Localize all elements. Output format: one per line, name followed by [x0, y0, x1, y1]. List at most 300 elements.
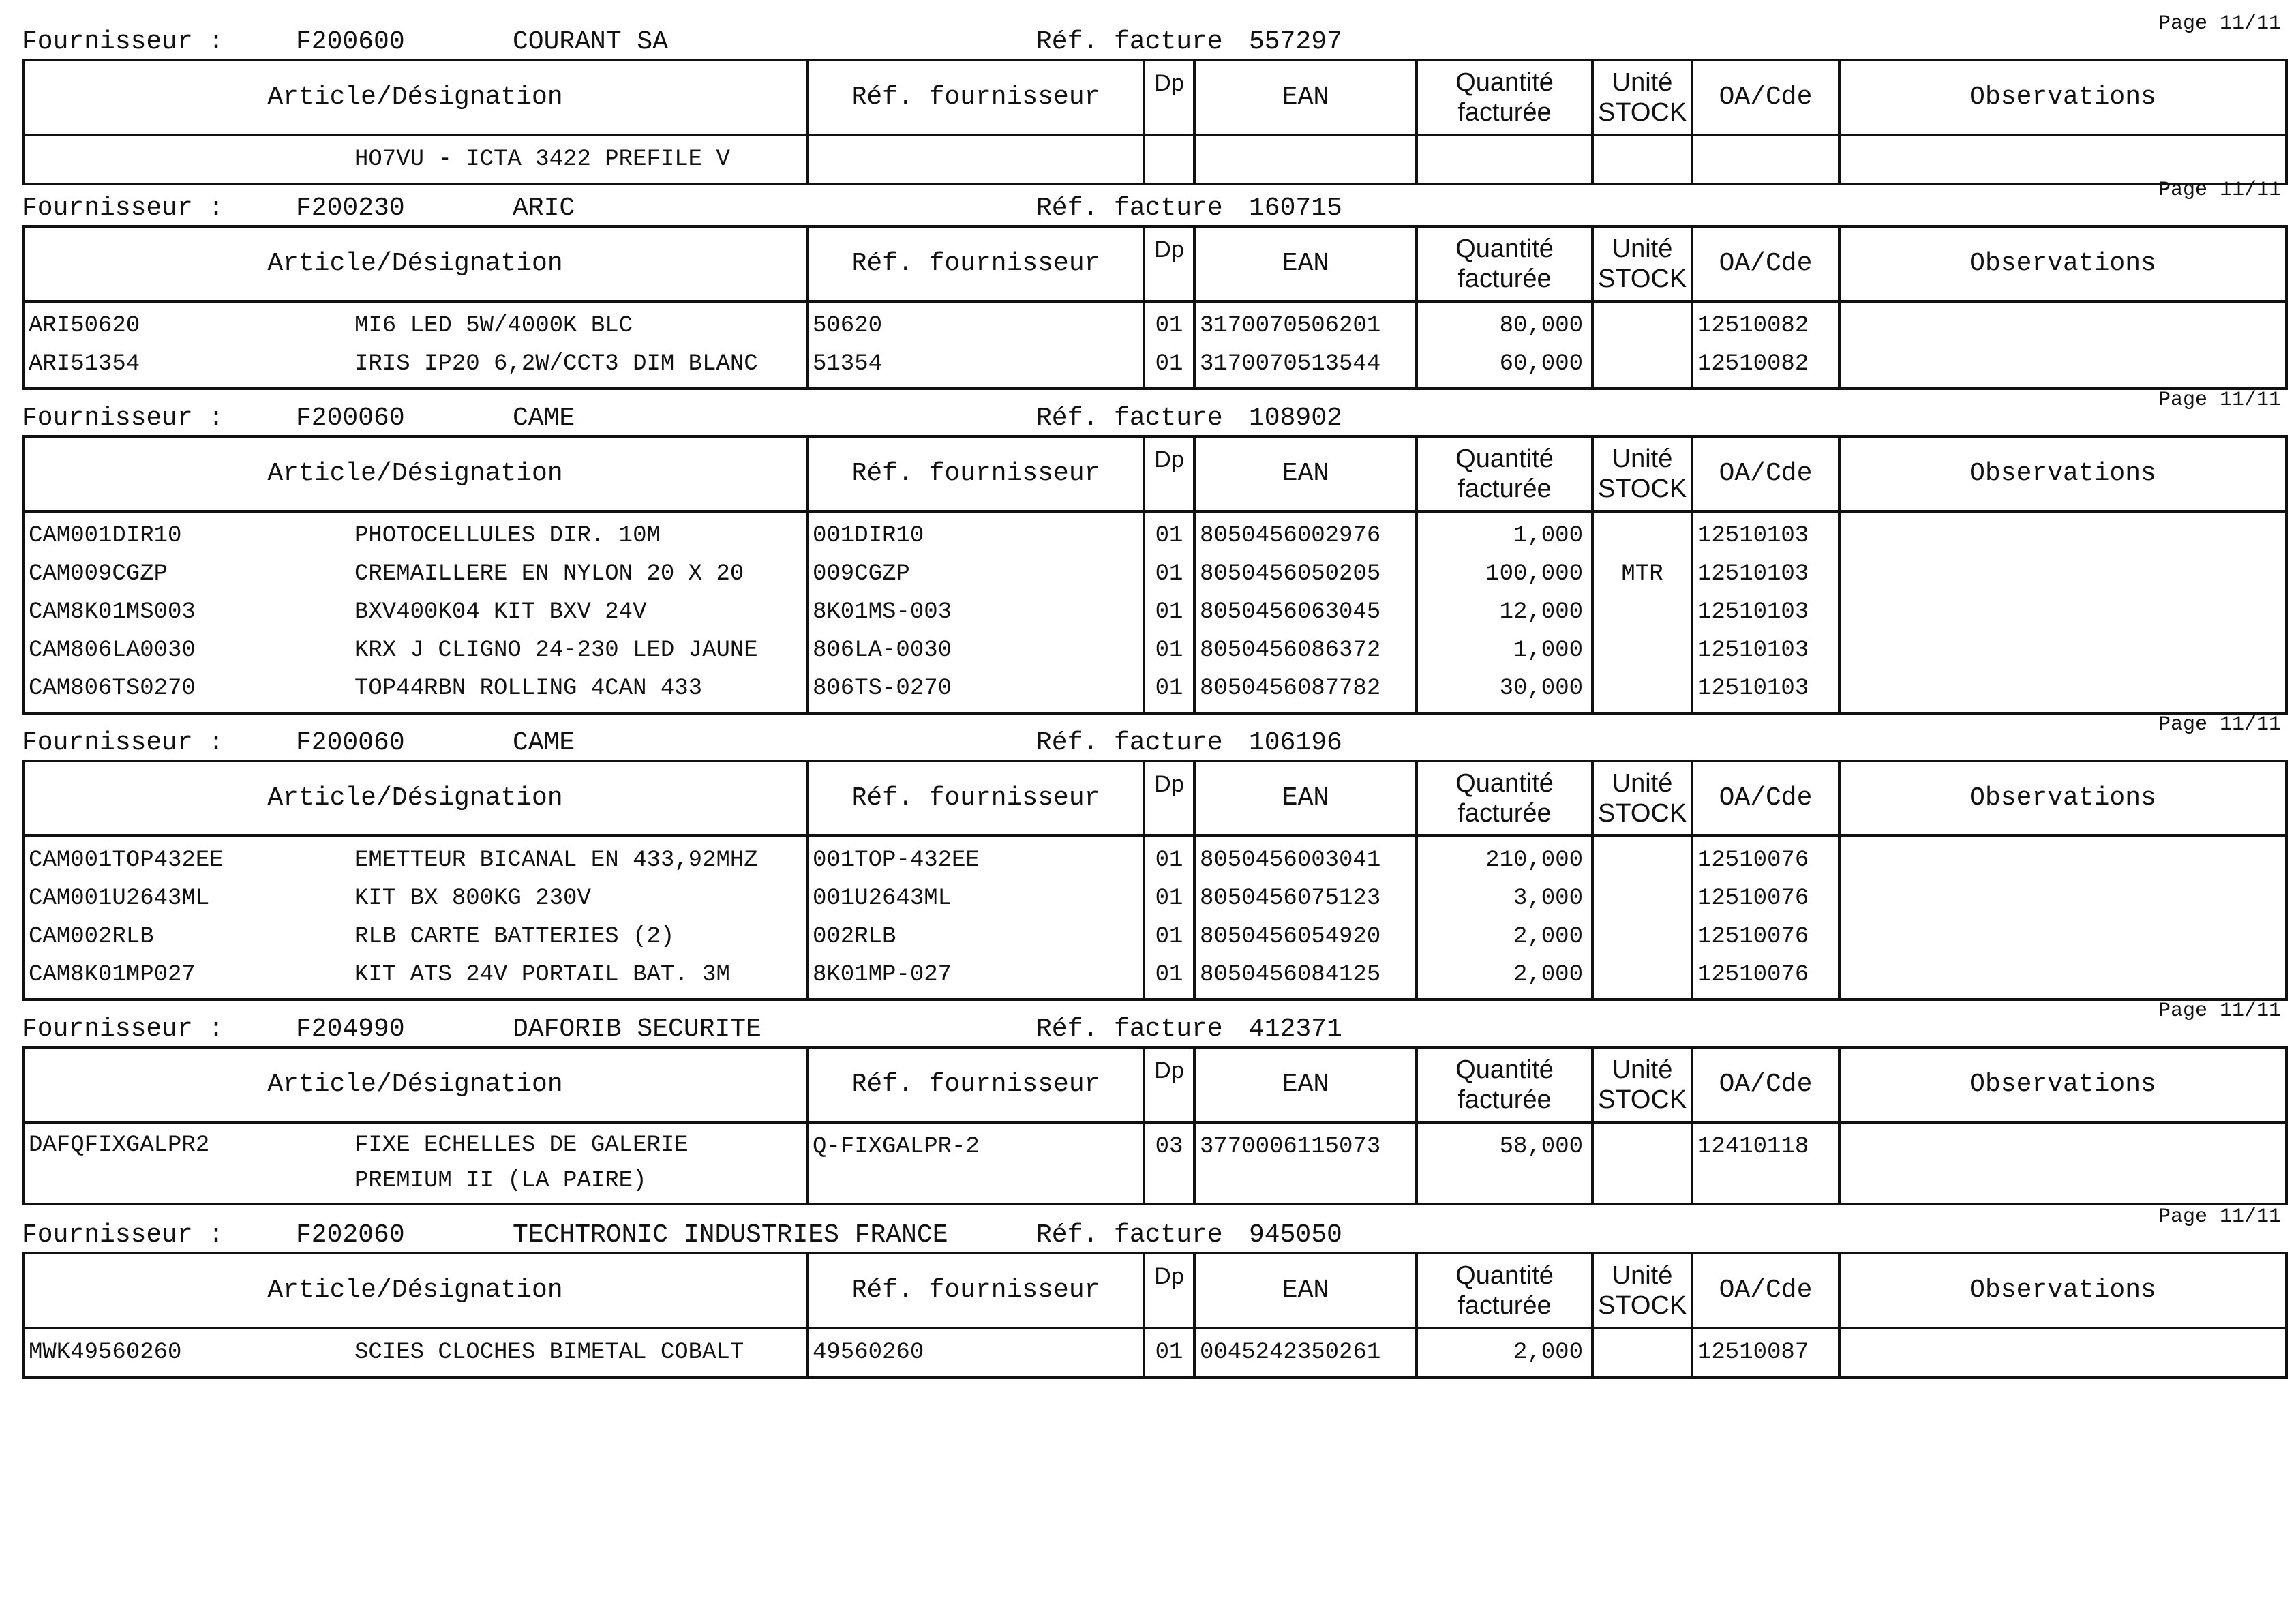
col-ean — [1194, 1253, 1417, 1328]
col-dp — [1144, 226, 1194, 301]
article-designation: IRIS IP20 6,2W/CCT3 DIM BLANC — [354, 351, 758, 377]
cell-ean: 8050456002976 — [1194, 511, 1417, 555]
invoice-ref-label: Réf. facture — [1036, 1014, 1223, 1044]
cell-ref-fournisseur: 49560260 — [807, 1328, 1144, 1377]
col-ean — [1194, 1047, 1417, 1122]
table-row — [23, 879, 2286, 918]
cell-observations — [1839, 593, 2286, 631]
col-article-designation-text: Article/Désignation — [267, 1276, 563, 1305]
supplier-code: F200230 — [296, 194, 405, 223]
header-row — [23, 226, 2286, 301]
supplier-code: F200060 — [296, 404, 405, 433]
col-dp-text: Dp — [1154, 237, 1184, 262]
article-code: CAM009CGZP — [29, 561, 168, 587]
cell-unite — [1592, 956, 1692, 999]
table-row — [23, 345, 2286, 389]
col-oa-cde-text: OA/Cde — [1719, 249, 1813, 278]
cell-ean: 3170070506201 — [1194, 301, 1417, 345]
cell-article-designation — [23, 555, 807, 593]
col-unite-stock-text: Unité — [1612, 1055, 1673, 1084]
col-oa-cde — [1692, 436, 1839, 511]
cell-article-designation — [23, 301, 807, 345]
cell-oa-cde: 12510103 — [1692, 593, 1839, 631]
col-quantite-facturee-text: facturée — [1457, 265, 1552, 293]
col-ref-fournisseur — [807, 436, 1144, 511]
article-designation: KRX J CLIGNO 24-230 LED JAUNE — [354, 637, 758, 663]
col-ref-fournisseur-text: Réf. fournisseur — [851, 249, 1100, 278]
cell-ref-fournisseur: 8K01MS-003 — [807, 593, 1144, 631]
table-row — [23, 918, 2286, 956]
cell-observations — [1839, 301, 2286, 345]
cell-oa-cde: 12510103 — [1692, 555, 1839, 593]
fournisseur-label: Fournisseur : — [22, 27, 224, 57]
col-oa-cde-text: OA/Cde — [1719, 1070, 1813, 1099]
table-row — [23, 1122, 2286, 1204]
invoice-ref-number: 108902 — [1249, 404, 1342, 433]
supplier-section — [22, 713, 2285, 1001]
article-designation: TOP44RBN ROLLING 4CAN 433 — [354, 676, 703, 702]
col-ref-fournisseur-text: Réf. fournisseur — [851, 783, 1100, 813]
invoice-ref-label: Réf. facture — [1036, 728, 1223, 757]
col-ref-fournisseur — [807, 226, 1144, 301]
col-unite-stock — [1592, 436, 1692, 511]
cell-article-designation — [23, 1122, 807, 1204]
supplier-header — [22, 389, 2285, 435]
col-article-designation-text: Article/Désignation — [267, 82, 563, 112]
invoice-lines-table — [22, 760, 2288, 1001]
col-quantite-facturee-text: facturée — [1457, 1291, 1552, 1320]
cell-ean — [1194, 135, 1417, 184]
supplier-name: TECHTRONIC INDUSTRIES FRANCE — [513, 1220, 948, 1250]
cell-ref-fournisseur: 001U2643ML — [807, 879, 1144, 918]
invoice-ref-label: Réf. facture — [1036, 194, 1223, 223]
col-article-designation-text: Article/Désignation — [267, 459, 563, 488]
col-dp — [1144, 761, 1194, 836]
cell-article-designation — [23, 879, 807, 918]
col-dp-text: Dp — [1154, 1057, 1184, 1083]
col-quantite-facturee-text: Quantité — [1455, 769, 1554, 798]
col-article-designation — [23, 226, 807, 301]
supplier-section — [22, 12, 2285, 185]
article-designation: SCIES CLOCHES BIMETAL COBALT — [354, 1340, 744, 1366]
cell-quantite: 12,000 — [1417, 593, 1592, 631]
cell-quantite: 2,000 — [1417, 918, 1592, 956]
table-row — [23, 135, 2286, 184]
table-row — [23, 511, 2286, 555]
col-observations-text: Observations — [1969, 783, 2156, 813]
table-row — [23, 593, 2286, 631]
cell-dp: 01 — [1144, 879, 1194, 918]
page-number: Page 11/11 — [2158, 12, 2281, 35]
col-ref-fournisseur — [807, 60, 1144, 135]
col-quantite-facturee-text: facturée — [1457, 475, 1552, 503]
cell-ean: 8050456075123 — [1194, 879, 1417, 918]
col-ean — [1194, 226, 1417, 301]
article-code: CAM8K01MP027 — [29, 962, 196, 988]
col-unite-stock — [1592, 761, 1692, 836]
col-dp — [1144, 60, 1194, 135]
article-code: CAM002RLB — [29, 924, 154, 950]
cell-unite — [1592, 1122, 1692, 1204]
cell-article-designation — [23, 918, 807, 956]
cell-ref-fournisseur: 8K01MP-027 — [807, 956, 1144, 999]
article-code: CAM001TOP432EE — [29, 847, 224, 873]
col-ean-text: EAN — [1282, 249, 1329, 278]
cell-dp: 01 — [1144, 593, 1194, 631]
article-code: ARI50620 — [29, 313, 140, 339]
supplier-section — [22, 179, 2285, 390]
cell-quantite: 1,000 — [1417, 511, 1592, 555]
header-row — [23, 1253, 2286, 1328]
col-quantite-facturee — [1417, 436, 1592, 511]
cell-dp: 01 — [1144, 670, 1194, 713]
col-observations — [1839, 436, 2286, 511]
col-unite-stock-text: STOCK — [1598, 475, 1687, 503]
invoice-ref-number: 412371 — [1249, 1014, 1342, 1044]
supplier-code: F200060 — [296, 728, 405, 757]
cell-oa-cde: 12510103 — [1692, 631, 1839, 670]
page-number: Page 11/11 — [2158, 389, 2281, 412]
supplier-name: CAME — [513, 728, 575, 757]
article-designation: EMETTEUR BICANAL EN 433,92MHZ — [354, 847, 758, 873]
col-unite-stock-text: Unité — [1612, 445, 1673, 473]
col-observations-text: Observations — [1969, 82, 2156, 112]
col-ref-fournisseur-text: Réf. fournisseur — [851, 1276, 1100, 1305]
col-quantite-facturee — [1417, 226, 1592, 301]
cell-oa-cde: 12510087 — [1692, 1328, 1839, 1377]
cell-observations — [1839, 345, 2286, 389]
supplier-header — [22, 179, 2285, 225]
cell-quantite: 100,000 — [1417, 555, 1592, 593]
col-quantite-facturee-text: Quantité — [1455, 1055, 1554, 1084]
cell-ref-fournisseur: 806TS-0270 — [807, 670, 1144, 713]
header-row — [23, 761, 2286, 836]
cell-article-designation — [23, 1328, 807, 1377]
supplier-header — [22, 713, 2285, 760]
col-article-designation — [23, 1047, 807, 1122]
page-number: Page 11/11 — [2158, 179, 2281, 202]
col-ean — [1194, 436, 1417, 511]
fournisseur-label: Fournisseur : — [22, 194, 224, 223]
invoice-ref-number: 945050 — [1249, 1220, 1342, 1250]
cell-ean: 0045242350261 — [1194, 1328, 1417, 1377]
fournisseur-label: Fournisseur : — [22, 1220, 224, 1250]
cell-unite — [1592, 1328, 1692, 1377]
supplier-section — [22, 389, 2285, 715]
table-row — [23, 301, 2286, 345]
col-unite-stock-text: Unité — [1612, 1261, 1673, 1290]
col-quantite-facturee — [1417, 761, 1592, 836]
cell-quantite: 60,000 — [1417, 345, 1592, 389]
col-ean-text: EAN — [1282, 459, 1329, 488]
article-code: DAFQFIXGALPR2 — [29, 1132, 210, 1158]
article-code: CAM806LA0030 — [29, 637, 196, 663]
cell-dp: 01 — [1144, 918, 1194, 956]
cell-dp: 01 — [1144, 301, 1194, 345]
table-row — [23, 631, 2286, 670]
supplier-name: ARIC — [513, 194, 575, 223]
col-dp-text: Dp — [1154, 771, 1184, 797]
article-designation: BXV400K04 KIT BXV 24V — [354, 599, 647, 625]
col-oa-cde — [1692, 60, 1839, 135]
invoice-ref-label: Réf. facture — [1036, 27, 1223, 57]
cell-article-designation — [23, 836, 807, 879]
cell-ean: 8050456054920 — [1194, 918, 1417, 956]
col-quantite-facturee-text: Quantité — [1455, 235, 1554, 263]
col-unite-stock-text: STOCK — [1598, 1085, 1687, 1114]
cell-unite: MTR — [1592, 555, 1692, 593]
supplier-header — [22, 999, 2285, 1046]
supplier-section — [22, 1205, 2285, 1379]
cell-dp: 01 — [1144, 956, 1194, 999]
col-article-designation-text: Article/Désignation — [267, 783, 563, 813]
article-designation: KIT ATS 24V PORTAIL BAT. 3M — [354, 962, 730, 988]
col-observations — [1839, 60, 2286, 135]
cell-ref-fournisseur: Q-FIXGALPR-2 — [807, 1122, 1144, 1204]
col-oa-cde — [1692, 226, 1839, 301]
col-unite-stock — [1592, 1047, 1692, 1122]
cell-ean: 3170070513544 — [1194, 345, 1417, 389]
col-ref-fournisseur — [807, 761, 1144, 836]
col-unite-stock-text: STOCK — [1598, 98, 1687, 127]
col-ean-text: EAN — [1282, 783, 1329, 813]
cell-unite — [1592, 836, 1692, 879]
article-designation: RLB CARTE BATTERIES (2) — [354, 924, 675, 950]
cell-observations — [1839, 511, 2286, 555]
cell-dp: 01 — [1144, 511, 1194, 555]
cell-ean: 8050456050205 — [1194, 555, 1417, 593]
cell-oa-cde: 12510103 — [1692, 670, 1839, 713]
col-ref-fournisseur-text: Réf. fournisseur — [851, 82, 1100, 112]
cell-ref-fournisseur: 001TOP-432EE — [807, 836, 1144, 879]
invoice-ref-label: Réf. facture — [1036, 1220, 1223, 1250]
col-ref-fournisseur-text: Réf. fournisseur — [851, 1070, 1100, 1099]
cell-ref-fournisseur: 001DIR10 — [807, 511, 1144, 555]
col-quantite-facturee — [1417, 1047, 1592, 1122]
supplier-code: F204990 — [296, 1014, 405, 1044]
cell-dp: 03 — [1144, 1122, 1194, 1204]
cell-ref-fournisseur: 009CGZP — [807, 555, 1144, 593]
col-dp — [1144, 1253, 1194, 1328]
header-row — [23, 1047, 2286, 1122]
col-dp — [1144, 436, 1194, 511]
cell-quantite: 2,000 — [1417, 956, 1592, 999]
cell-article-designation — [23, 511, 807, 555]
cell-observations — [1839, 836, 2286, 879]
cell-oa-cde: 12510082 — [1692, 301, 1839, 345]
supplier-header — [22, 1205, 2285, 1252]
col-dp-text: Dp — [1154, 70, 1184, 96]
cell-oa-cde: 12510103 — [1692, 511, 1839, 555]
cell-observations — [1839, 956, 2286, 999]
cell-ref-fournisseur: 51354 — [807, 345, 1144, 389]
table-row — [23, 836, 2286, 879]
cell-ref-fournisseur: 50620 — [807, 301, 1144, 345]
col-article-designation-text: Article/Désignation — [267, 1070, 563, 1099]
col-quantite-facturee-text: facturée — [1457, 98, 1552, 127]
cell-ref-fournisseur — [807, 135, 1144, 184]
col-unite-stock — [1592, 60, 1692, 135]
article-designation: CREMAILLERE EN NYLON 20 X 20 — [354, 561, 744, 587]
col-unite-stock — [1592, 226, 1692, 301]
cell-article-designation — [23, 593, 807, 631]
col-dp-text: Dp — [1154, 1263, 1184, 1289]
invoice-ref-number: 106196 — [1249, 728, 1342, 757]
col-ref-fournisseur — [807, 1253, 1144, 1328]
supplier-code: F202060 — [296, 1220, 405, 1250]
col-article-designation — [23, 60, 807, 135]
fournisseur-label: Fournisseur : — [22, 404, 224, 433]
cell-ean: 3770006115073 — [1194, 1122, 1417, 1204]
supplier-code: F200600 — [296, 27, 405, 57]
col-ean-text: EAN — [1282, 82, 1329, 112]
cell-article-designation — [23, 135, 807, 184]
supplier-name: COURANT SA — [513, 27, 669, 57]
col-observations — [1839, 761, 2286, 836]
col-ean-text: EAN — [1282, 1070, 1329, 1099]
cell-ean: 8050456063045 — [1194, 593, 1417, 631]
page-number: Page 11/11 — [2158, 713, 2281, 736]
table-row — [23, 555, 2286, 593]
table-row — [23, 1328, 2286, 1377]
col-oa-cde-text: OA/Cde — [1719, 82, 1813, 112]
article-designation: FIXE ECHELLES DE GALERIE — [354, 1132, 689, 1158]
col-dp — [1144, 1047, 1194, 1122]
cell-unite — [1592, 670, 1692, 713]
col-ref-fournisseur — [807, 1047, 1144, 1122]
col-unite-stock-text: STOCK — [1598, 1291, 1687, 1320]
cell-observations — [1839, 631, 2286, 670]
col-observations — [1839, 1253, 2286, 1328]
cell-dp: 01 — [1144, 631, 1194, 670]
cell-article-designation — [23, 670, 807, 713]
cell-unite — [1592, 631, 1692, 670]
col-unite-stock-text: STOCK — [1598, 799, 1687, 828]
article-code: MWK49560260 — [29, 1340, 182, 1366]
cell-dp: 01 — [1144, 1328, 1194, 1377]
cell-ean: 8050456087782 — [1194, 670, 1417, 713]
cell-unite — [1592, 511, 1692, 555]
cell-ref-fournisseur: 806LA-0030 — [807, 631, 1144, 670]
col-observations-text: Observations — [1969, 249, 2156, 278]
col-oa-cde — [1692, 1047, 1839, 1122]
cell-unite — [1592, 301, 1692, 345]
article-code: CAM001U2643ML — [29, 886, 210, 912]
col-observations-text: Observations — [1969, 1070, 2156, 1099]
col-quantite-facturee-text: Quantité — [1455, 445, 1554, 473]
article-designation: MI6 LED 5W/4000K BLC — [354, 313, 633, 339]
col-oa-cde — [1692, 761, 1839, 836]
fournisseur-label: Fournisseur : — [22, 728, 224, 757]
article-code: CAM806TS0270 — [29, 676, 196, 702]
cell-dp — [1144, 135, 1194, 184]
cell-quantite: 2,000 — [1417, 1328, 1592, 1377]
cell-observations — [1839, 1122, 2286, 1204]
invoice-ref-number: 557297 — [1249, 27, 1342, 57]
supplier-name: DAFORIB SECURITE — [513, 1014, 761, 1044]
col-ean-text: EAN — [1282, 1276, 1329, 1305]
cell-quantite — [1417, 135, 1592, 184]
supplier-name: CAME — [513, 404, 575, 433]
col-quantite-facturee-text: facturée — [1457, 799, 1552, 828]
cell-observations — [1839, 670, 2286, 713]
col-observations-text: Observations — [1969, 1276, 2156, 1305]
cell-observations — [1839, 918, 2286, 956]
col-ean — [1194, 60, 1417, 135]
col-article-designation-text: Article/Désignation — [267, 249, 563, 278]
invoice-lines-table — [22, 59, 2288, 185]
page-number: Page 11/11 — [2158, 1205, 2281, 1229]
cell-ean: 8050456003041 — [1194, 836, 1417, 879]
col-oa-cde-text: OA/Cde — [1719, 783, 1813, 813]
cell-dp: 01 — [1144, 836, 1194, 879]
cell-ean: 8050456086372 — [1194, 631, 1417, 670]
cell-quantite: 58,000 — [1417, 1122, 1592, 1204]
col-quantite-facturee — [1417, 60, 1592, 135]
cell-oa-cde: 12410118 — [1692, 1122, 1839, 1204]
col-article-designation — [23, 1253, 807, 1328]
cell-observations — [1839, 555, 2286, 593]
col-dp-text: Dp — [1154, 447, 1184, 472]
cell-observations — [1839, 879, 2286, 918]
col-quantite-facturee-text: Quantité — [1455, 1261, 1554, 1290]
fournisseur-label: Fournisseur : — [22, 1014, 224, 1044]
supplier-header — [22, 12, 2285, 59]
article-designation: PHOTOCELLULES DIR. 10M — [354, 523, 661, 549]
table-row — [23, 956, 2286, 999]
invoice-lines-table — [22, 225, 2288, 390]
cell-quantite: 30,000 — [1417, 670, 1592, 713]
invoice-lines-table — [22, 1252, 2288, 1379]
cell-oa-cde: 12510076 — [1692, 836, 1839, 879]
col-oa-cde-text: OA/Cde — [1719, 459, 1813, 488]
col-quantite-facturee — [1417, 1253, 1592, 1328]
header-row — [23, 60, 2286, 135]
supplier-section — [22, 999, 2285, 1205]
article-designation-line2: PREMIUM II (LA PAIRE) — [354, 1168, 647, 1194]
cell-quantite: 80,000 — [1417, 301, 1592, 345]
cell-unite — [1592, 345, 1692, 389]
cell-oa-cde: 12510076 — [1692, 918, 1839, 956]
cell-oa-cde: 12510076 — [1692, 879, 1839, 918]
cell-oa-cde: 12510082 — [1692, 345, 1839, 389]
col-observations — [1839, 1047, 2286, 1122]
cell-unite — [1592, 918, 1692, 956]
cell-observations — [1839, 135, 2286, 184]
col-observations-text: Observations — [1969, 459, 2156, 488]
col-quantite-facturee-text: facturée — [1457, 1085, 1552, 1114]
article-designation: KIT BX 800KG 230V — [354, 886, 591, 912]
cell-observations — [1839, 1328, 2286, 1377]
table-row — [23, 670, 2286, 713]
cell-quantite: 3,000 — [1417, 879, 1592, 918]
invoice-lines-table — [22, 435, 2288, 715]
col-unite-stock-text: Unité — [1612, 68, 1673, 97]
col-unite-stock-text: Unité — [1612, 769, 1673, 798]
cell-oa-cde — [1692, 135, 1839, 184]
col-quantite-facturee-text: Quantité — [1455, 68, 1554, 97]
col-ean — [1194, 761, 1417, 836]
article-code: ARI51354 — [29, 351, 140, 377]
col-article-designation — [23, 761, 807, 836]
cell-article-designation — [23, 631, 807, 670]
article-designation: HO7VU - ICTA 3422 PREFILE V — [354, 147, 730, 172]
invoice-lines-table — [22, 1046, 2288, 1205]
cell-oa-cde: 12510076 — [1692, 956, 1839, 999]
col-unite-stock-text: Unité — [1612, 235, 1673, 263]
cell-article-designation — [23, 956, 807, 999]
page-number: Page 11/11 — [2158, 999, 2281, 1023]
